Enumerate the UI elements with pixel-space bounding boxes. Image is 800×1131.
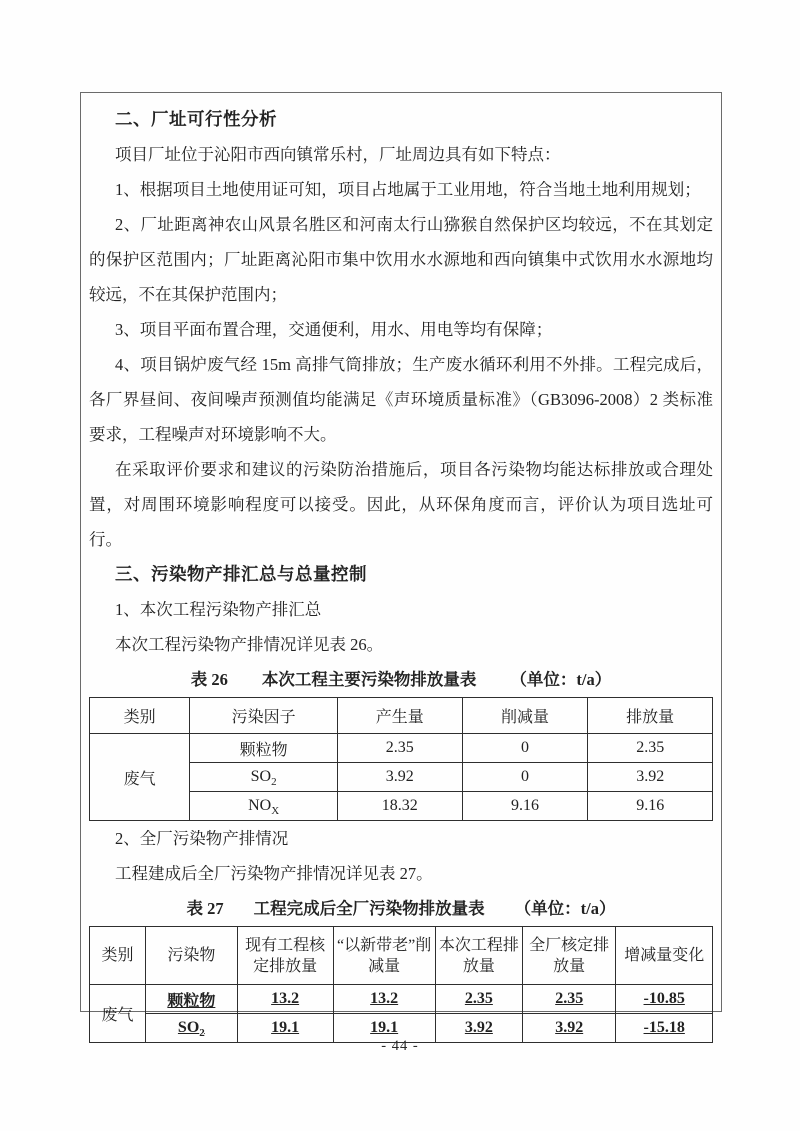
section2-paragraph-point1: 1、根据项目土地使用证可知，项目占地属于工业用地，符合当地土地利用规划； xyxy=(115,180,701,199)
table27-offset-cell: 13.2 xyxy=(333,985,435,1014)
section3-sub2-title: 2、全厂污染物产排情况 xyxy=(115,829,289,848)
table27-header-change: 增减量变化 xyxy=(616,927,713,985)
pollutant-subscript: 2 xyxy=(271,776,277,789)
table27-header-existing: 现有工程核定排放量 xyxy=(237,927,333,985)
table27-approved-cell: 3.92 xyxy=(522,1014,615,1043)
table26-produced-cell: 2.35 xyxy=(337,734,462,763)
table27-existing-cell: 13.2 xyxy=(237,985,333,1014)
table26-emitted-cell: 9.16 xyxy=(588,792,713,821)
table26-caption-unit: （单位：t/a） xyxy=(510,670,612,689)
table26-caption-title: 本次工程主要污染物排放量表 xyxy=(261,670,477,689)
table26-factor-cell xyxy=(190,763,338,792)
table26-header-emitted: 排放量 xyxy=(588,698,713,734)
pollutant-name: SO xyxy=(177,1019,200,1036)
pollutant-name: 颗粒物 xyxy=(167,992,216,1010)
section3-sub2-note: 工程建成后全厂污染物产排情况详见表 27。 xyxy=(115,864,433,883)
section2-paragraph-point3: 3、项目平面布置合理，交通便利，用水、用电等均有保障； xyxy=(115,320,553,339)
table27-existing-cell: 19.1 xyxy=(237,1014,333,1043)
table26-reduced-cell: 9.16 xyxy=(462,792,588,821)
table27-row-particulate xyxy=(90,985,713,1014)
page-border-frame xyxy=(80,92,722,1040)
section2-paragraph-point2: 2、厂址距离神农山风景名胜区和河南太行山猕猴自然保护区均较远，不在其划定的保护区范围内；厂址距离沁阳市集中饮用水水源地和西向镇集中式饮用水水源地均较远，不在其保护范围内； xyxy=(89,215,713,304)
table27-header-current: 本次工程排放量 xyxy=(435,927,522,985)
table27-header-pollutant: 污染物 xyxy=(146,927,238,985)
table27-caption-unit: （单位：t/a） xyxy=(514,899,616,918)
pollutant-name: SO xyxy=(250,768,272,785)
table26-produced-cell: 18.32 xyxy=(337,792,462,821)
table27-approved-cell: 2.35 xyxy=(522,985,615,1014)
table26 xyxy=(89,697,713,821)
table26-caption xyxy=(89,665,713,695)
section3-sub1-title: 1、本次工程污染物产排汇总 xyxy=(115,600,322,619)
table27-pollutant-cell xyxy=(146,985,238,1014)
table26-header-factor: 污染因子 xyxy=(190,698,338,734)
table27-header-offset: “以新带老”削减量 xyxy=(333,927,435,985)
section2-heading: 二、厂址可行性分析 xyxy=(115,109,277,129)
pollutant-name: NO xyxy=(248,797,272,814)
section3-heading: 三、污染物产排汇总与总量控制 xyxy=(115,564,367,584)
table26-header-reduced: 削减量 xyxy=(462,698,588,734)
pollutant-subscript: X xyxy=(271,805,280,818)
pollutant-name: 颗粒物 xyxy=(239,741,288,759)
table27-current-cell: 3.92 xyxy=(435,1014,522,1043)
table27-caption-title: 工程完成后全厂污染物排放量表 xyxy=(253,899,485,918)
table27-caption xyxy=(89,894,713,924)
table27-header-approved: 全厂核定排放量 xyxy=(522,927,615,985)
table27-change-cell: -10.85 xyxy=(616,985,713,1014)
section3-sub1-note: 本次工程污染物产排情况详见表 26。 xyxy=(115,635,384,654)
table27-offset-cell: 19.1 xyxy=(333,1014,435,1043)
table26-header-produced: 产生量 xyxy=(337,698,462,734)
table26-row-particulate xyxy=(90,734,713,763)
table26-header-row xyxy=(90,698,713,734)
table26-category-cell: 废气 xyxy=(90,734,190,821)
table27-header-row xyxy=(90,927,713,985)
section2-paragraph-point4: 4、项目锅炉废气经 15m 高排气筒排放；生产废水循环利用不外排。工程完成后，各厂界昼间、夜间噪声预测值均能满足《声环境质量标准》（GB3096-2008）2 类标准要求，工程噪声对环境影响不大。 xyxy=(89,355,713,444)
section2-paragraph-conclusion: 在采取评价要求和建议的污染防治措施后，项目各污染物均能达标排放或合理处置，对周围环境影响程度可以接受。因此，从环保角度而言，评价认为项目选址可行。 xyxy=(89,460,713,549)
pollutant-subscript: 2 xyxy=(199,1027,205,1040)
table27-caption-label: 表 27 xyxy=(186,899,224,918)
table26-reduced-cell: 0 xyxy=(462,734,588,763)
table26-reduced-cell: 0 xyxy=(462,763,588,792)
table27-change-cell: -15.18 xyxy=(616,1014,713,1043)
table26-factor-cell xyxy=(190,734,338,763)
table27-category-cell: 废气 xyxy=(90,985,146,1043)
table27 xyxy=(89,926,713,1043)
page-number: - 44 - xyxy=(381,1038,419,1054)
table26-factor-cell xyxy=(190,792,338,821)
section2-paragraph-intro: 项目厂址位于沁阳市西向镇常乐村，厂址周边具有如下特点： xyxy=(115,145,561,164)
table26-emitted-cell: 3.92 xyxy=(588,763,713,792)
table26-caption-label: 表 26 xyxy=(190,670,228,689)
table26-header-category: 类别 xyxy=(90,698,190,734)
table27-current-cell: 2.35 xyxy=(435,985,522,1014)
table26-produced-cell: 3.92 xyxy=(337,763,462,792)
table27-header-category: 类别 xyxy=(90,927,146,985)
table26-emitted-cell: 2.35 xyxy=(588,734,713,763)
